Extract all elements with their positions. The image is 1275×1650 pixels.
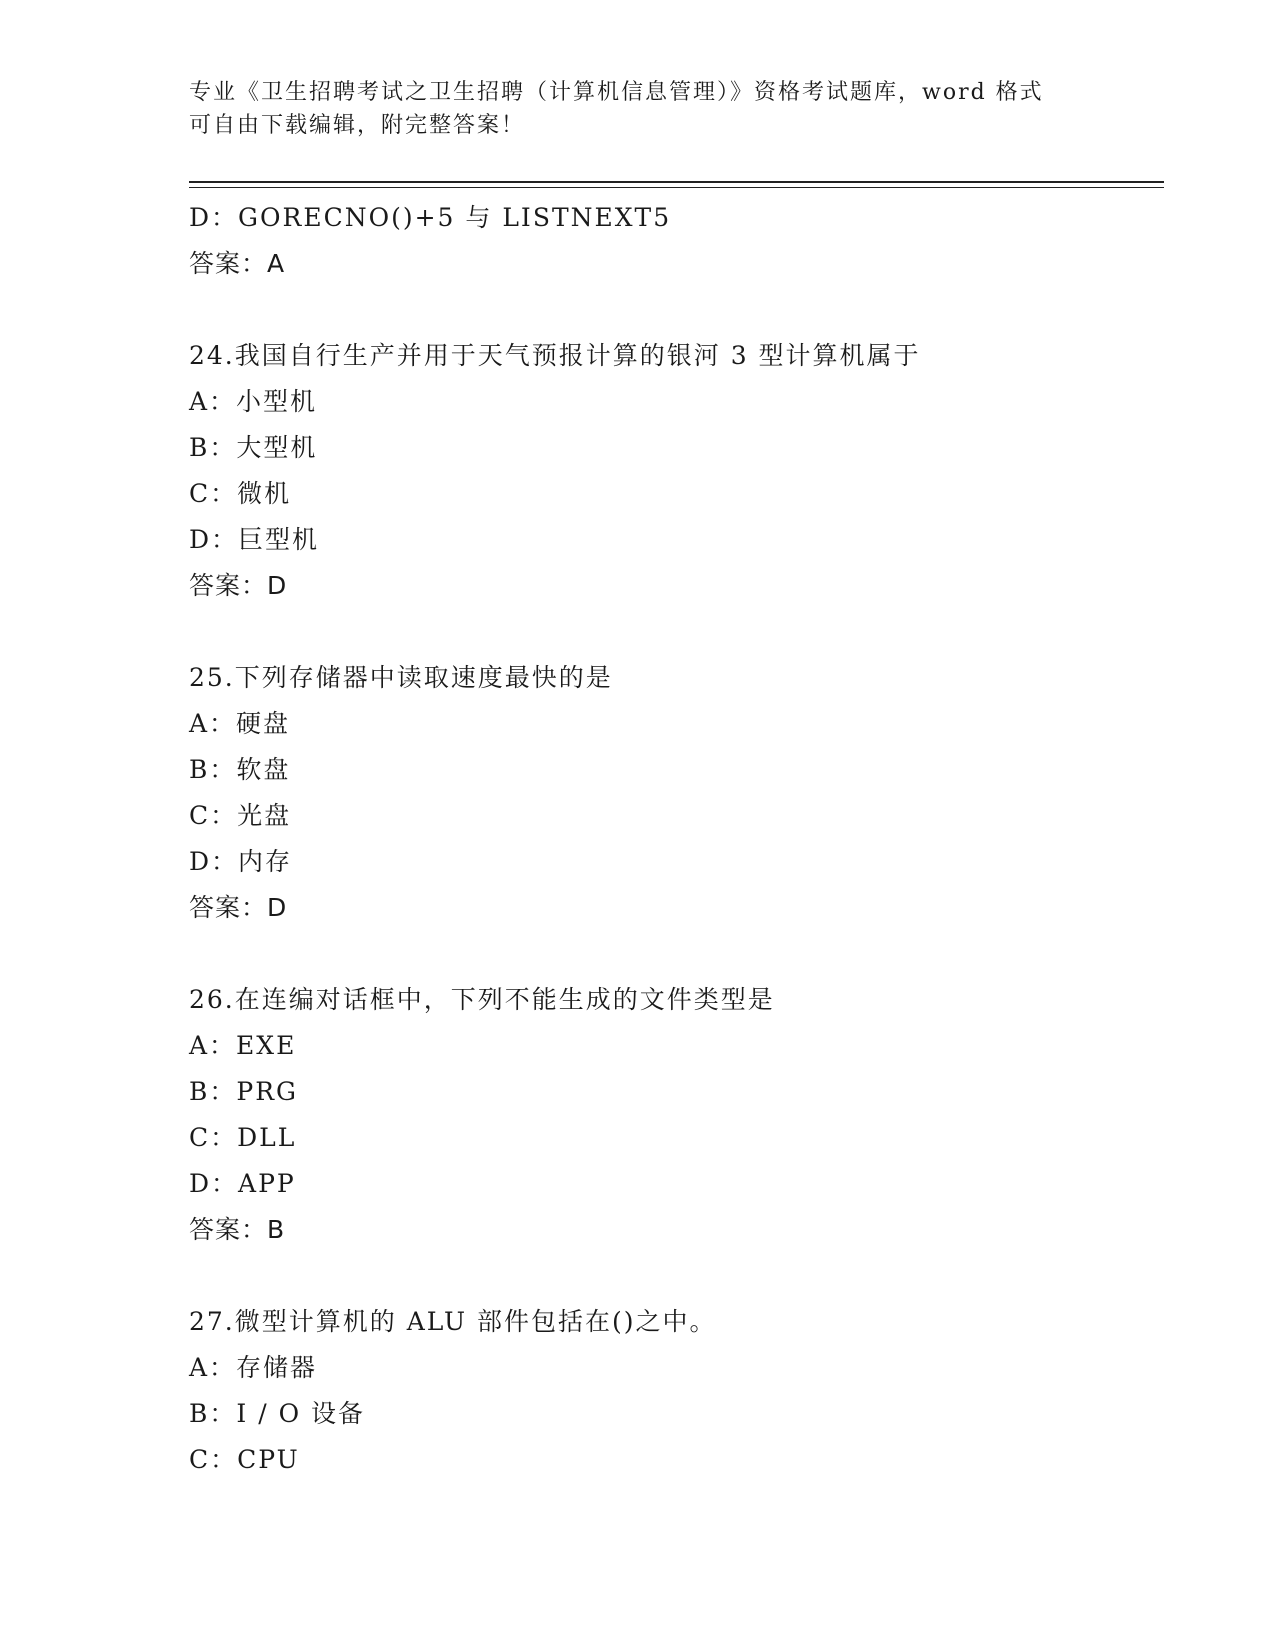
- option-d: D：巨型机: [189, 525, 320, 554]
- answer: 答案：D: [189, 893, 288, 922]
- option-c: C：CPU: [189, 1445, 300, 1474]
- option-c: C：光盘: [189, 801, 292, 830]
- option-d: D：内存: [189, 847, 293, 876]
- option-d: D：APP: [189, 1169, 296, 1198]
- header-line-2: 可自由下载编辑，附完整答案！: [189, 113, 526, 138]
- header-line-1: 专业《卫生招聘考试之卫生招聘（计算机信息管理）》资格考试题库，word 格式: [189, 80, 1044, 105]
- question-27: [189, 1299, 1164, 1483]
- question-25: [189, 655, 1164, 931]
- question-stem: 25.下列存储器中读取速度最快的是: [189, 663, 613, 692]
- option-b: B：PRG: [189, 1077, 298, 1106]
- option-c: C：DLL: [189, 1123, 297, 1152]
- option-a: A：小型机: [189, 387, 318, 416]
- question-stem: 27.微型计算机的 ALU 部件包括在()之中。: [189, 1307, 717, 1336]
- question-stem: 26.在连编对话框中，下列不能生成的文件类型是: [189, 985, 775, 1014]
- option-b: B：I / O 设备: [189, 1399, 366, 1428]
- document-header: [189, 76, 1089, 142]
- option-a: A：存储器: [189, 1353, 318, 1382]
- question-stem: 24.我国自行生产并用于天气预报计算的银河 3 型计算机属于: [189, 341, 921, 370]
- option-a: A：硬盘: [189, 709, 291, 738]
- header-rule-thick: [189, 181, 1164, 183]
- question-26: [189, 977, 1164, 1253]
- option-b: B：大型机: [189, 433, 318, 462]
- option-b: B：软盘: [189, 755, 291, 784]
- question-list: [189, 195, 1164, 1483]
- carry-over-answer: 答案：A: [189, 249, 286, 278]
- option-a: A：EXE: [189, 1031, 297, 1060]
- option-c: C：微机: [189, 479, 292, 508]
- header-rule-thin: [189, 187, 1164, 188]
- carry-over-option-d: D：GORECNO()+5 与 LISTNEXT5: [189, 203, 672, 232]
- answer: 答案：B: [189, 1215, 286, 1244]
- question-24: [189, 333, 1164, 609]
- answer: 答案：D: [189, 571, 288, 600]
